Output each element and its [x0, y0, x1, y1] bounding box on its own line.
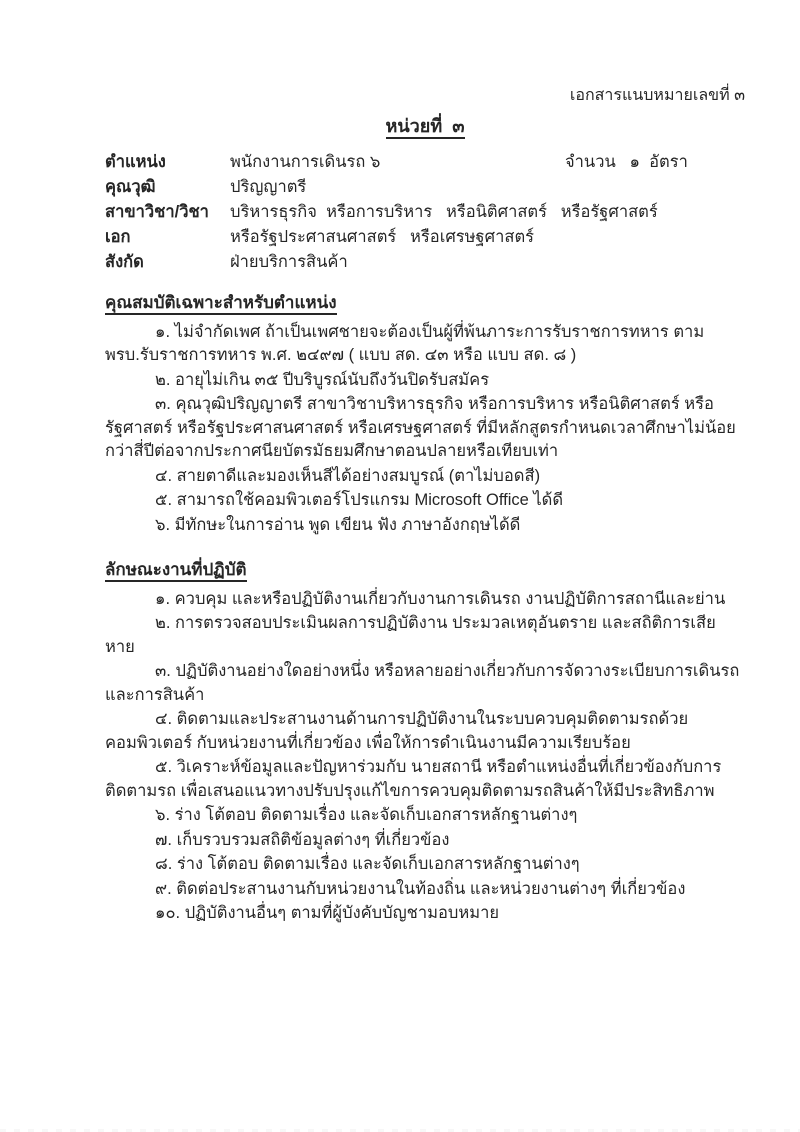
duty-item: ๕. วิเคราะห์ข้อมูลและปัญหาร่วมกับ นายสถานี หรือตำแหน่งอื่นที่เกี่ยวข้องกับการติดตามรถ เพื่อเสนอแนวทางปรับปรุงแก้ไขการควบคุมติดตามรถสินค้าให้มีประสิทธิภาพ [105, 758, 722, 800]
major-label: สาขาวิชา/วิชาเอก [105, 203, 209, 246]
qualification-label: คุณวุฒิ [105, 178, 156, 196]
qualifications-heading [105, 291, 745, 316]
qualification-item: ๓. คุณวุฒิปริญญาตรี สาขาวิชาบริหารธุรกิจ หรือการบริหาร หรือนิติศาสตร์ หรือรัฐศาสตร์ หรือรัฐประศาสนศาสตร์ หรือเศรษฐศาสตร์ ที่มีหลักสูตรกำหนดเวลาศึกษาไม่น้อยกว่าสี่ปีต่อจากประกาศนียบัตรมัธยมศึกษาตอนปลายหรือเทียบเท่า [105, 395, 736, 460]
section-qualifications [105, 291, 745, 537]
info-row-major [105, 200, 745, 250]
department-value: ฝ่ายบริการสินค้า [230, 253, 348, 271]
qualification-item: ๕. สามารถใช้คอมพิวเตอร์โปรแกรม Microsoft Office ได้ดี [155, 491, 564, 509]
info-row-position [105, 150, 745, 175]
duty-item: ๓. ปฏิบัติงานอย่างใดอย่างหนึ่ง หรือหลายอย่างเกี่ยวกับการจัดวางระเบียบการเดินรถ และการสินค้า [105, 662, 740, 704]
qualification-item: ๒. อายุไม่เกิน ๓๕ ปีบริบูรณ์นับถึงวันปิดรับสมัคร [155, 370, 490, 389]
department-label: สังกัด [105, 253, 144, 271]
duty-item: ๔. ติดตามและประสานงานด้านการปฏิบัติงานในระบบควบคุมติดตามรถด้วยคอมพิวเตอร์ กับหน่วยงานที่เกี่ยวข้อง เพื่อให้การดำเนินงานมีความเรียบร้อย [105, 710, 689, 752]
position-label: ตำแหน่ง [105, 153, 166, 171]
qualification-item: ๑. ไม่จำกัดเพศ ถ้าเป็นเพศชายจะต้องเป็นผู้ที่พ้นภาระการรับราชการทหาร ตาม พรบ.รับราชการทหาร พ.ศ. ๒๔๙๗ ( แบบ สด. ๔๓ หรือ แบบ สด. ๘ ) [105, 322, 705, 364]
duty-item: ๒. การตรวจสอบประเมินผลการปฏิบัติงาน ประมวลเหตุอันตราย และสถิติการเสียหาย [105, 614, 716, 656]
major-value-wrap [230, 200, 745, 250]
duty-item: ๖. ร่าง โต้ตอบ ติดตามเรื่อง และจัดเก็บเอกสารหลักฐานต่างๆ [155, 806, 578, 824]
position-info-block [105, 150, 745, 275]
position-value: พนักงานการเดินรถ ๖ [230, 153, 381, 171]
section-duties [105, 558, 745, 926]
headcount-value: จำนวน ๑ อัตรา [565, 153, 688, 171]
qualification-value: ปริญญาตรี [230, 178, 307, 196]
unit-title [105, 115, 745, 140]
duties-heading-text: ลักษณะงานที่ปฏิบัติ [105, 560, 247, 582]
duty-item: ๑. ควบคุม และหรือปฏิบัติงานเกี่ยวกับงานการเดินรถ งานปฏิบัติการสถานีและย่าน [155, 589, 726, 608]
duty-item: ๙. ติดต่อประสานงานกับหน่วยงานในท้องถิ่น และหน่วยงานต่างๆ ที่เกี่ยวข้อง [155, 879, 686, 898]
qualification-item: ๔. สายตาดีและมองเห็นสีได้อย่างสมบูรณ์ (ตาไม่บอดสี) [155, 466, 541, 485]
duty-item: ๘. ร่าง โต้ตอบ ติดตามเรื่อง และจัดเก็บเอกสารหลักฐานต่างๆ [155, 855, 580, 873]
attachment-number-line: เอกสารแนบหมายเลขที่ ๓ [569, 87, 745, 104]
duty-item: ๗. เก็บรวบรวมสถิติข้อมูลต่างๆ ที่เกี่ยวข้อง [155, 830, 450, 849]
duty-item: ๑๐. ปฏิบัติงานอื่นๆ ตามที่ผู้บังคับบัญชามอบหมาย [155, 904, 500, 922]
info-row-qualification [105, 175, 745, 200]
qualifications-heading-text: คุณสมบัติเฉพาะสำหรับตำแหน่ง [105, 293, 337, 315]
info-row-department [105, 250, 745, 275]
major-value-line2: หรือรัฐประศาสนศาสตร์ หรือเศรษฐศาสตร์ [230, 228, 535, 246]
major-value-line1: บริหารธุรกิจ หรือการบริหาร หรือนิติศาสตร์ หรือรัฐศาสตร์ [230, 203, 658, 221]
unit-title-text: หน่วยที่ ๓ [386, 116, 465, 139]
qualification-item: ๖. มีทักษะในการอ่าน พูด เขียน ฟัง ภาษาอังกฤษได้ดี [155, 515, 521, 534]
duties-heading [105, 558, 745, 583]
